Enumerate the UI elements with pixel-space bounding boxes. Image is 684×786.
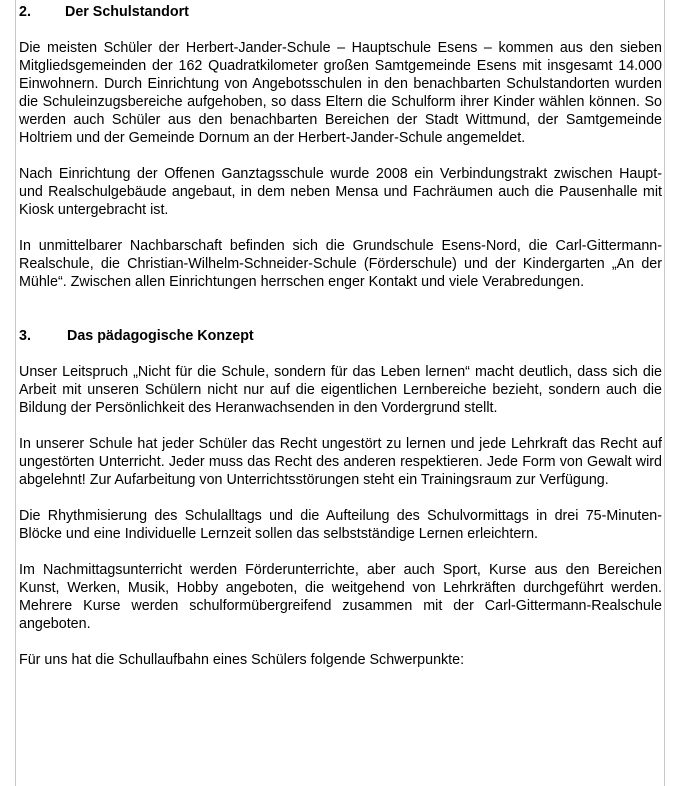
section-2-paragraph-2: Nach Einrichtung der Offenen Ganztagsschule wurde 2008 ein Verbindungstrakt zwischen Haupt- und Realschulgebäude angebaut, in dem neben Mensa und Fachräumen auch die Pausenhalle mit Kiosk untergebracht ist. (19, 166, 662, 218)
section-3-paragraph-1: Unser Leitspruch „Nicht für die Schule, sondern für das Leben lernen“ macht deutlich, dass sich die Arbeit mit unseren Schülern nicht nur auf die eigentlichen Lernbereiche bezieht, sondern auch die Bildung der Persönlichkeit des Heranwachsenden in den Vordergrund stellt. (19, 364, 662, 416)
section-3-paragraph-3: Die Rhythmisierung des Schulalltags und die Aufteilung des Schulvormittags in drei 75-Minuten-Blöcke und eine Individuelle Lernzeit sollen das selbstständige Lernen erleichtern. (19, 508, 662, 542)
right-margin-guide (664, 0, 665, 786)
section-3-number: 3. (19, 328, 31, 344)
section-3-heading (19, 327, 662, 345)
section-2-heading (19, 3, 662, 21)
section-3-paragraph-2: In unserer Schule hat jeder Schüler das Recht ungestört zu lernen und jede Lehrkraft das Recht auf ungestörten Unterricht. Jeder muss das Recht des anderen respektieren. Jede Form von Gewalt wird abgelehnt! Zur Aufarbeitung von Unterrichtsstörungen steht ein Trainingsraum zur Verfügung. (19, 436, 662, 488)
section-3-paragraph-5: Für uns hat die Schullaufbahn eines Schülers folgende Schwerpunkte: (19, 652, 465, 668)
section-3-paragraph-4: Im Nachmittagsunterricht werden Förderunterrichte, aber auch Sport, Kurse aus den Bereichen Kunst, Werken, Musik, Hobby angeboten, die weitgehend von Lehrkräften durchgeführt werden. Mehrere Kurse werden schulformübergreifend zusammen mit der Carl-Gittermann-Realschule angeboten. (19, 562, 662, 632)
document-content (19, 3, 662, 669)
section-3-title: Das pädagogische Konzept (67, 328, 254, 344)
section-2-paragraph-1: Die meisten Schüler der Herbert-Jander-Schule – Hauptschule Esens – kommen aus den sieben Mitgliedsgemeinden der 162 Quadratkilometer großen Samtgemeinde Esens mit insgesamt 14.000 Einwohnern. Durch Einrichtung von Angebotsschulen in den benachbarten Schulstandorten wurden die Schuleinzugsbereiche aufgehoben, so dass Eltern die Schulform ihrer Kinder wählen können. So werden auch Schüler aus den benachbarten Bereichen der Stadt Wittmund, der Samtgemeinde Holtriem und der Gemeinde Dornum an der Herbert-Jander-Schule angemeldet. (19, 40, 662, 146)
section-2-title: Der Schulstandort (65, 4, 189, 20)
left-margin-guide (15, 0, 16, 786)
section-2-paragraph-3: In unmittelbarer Nachbarschaft befinden sich die Grundschule Esens-Nord, die Carl-Gittermann-Realschule, die Christian-Wilhelm-Schneider-Schule (Förderschule) und der Kindergarten „An der Mühle“. Zwischen allen Einrichtungen herrschen enger Kontakt und viele Verabredungen. (19, 238, 662, 290)
section-2-number: 2. (19, 4, 31, 20)
